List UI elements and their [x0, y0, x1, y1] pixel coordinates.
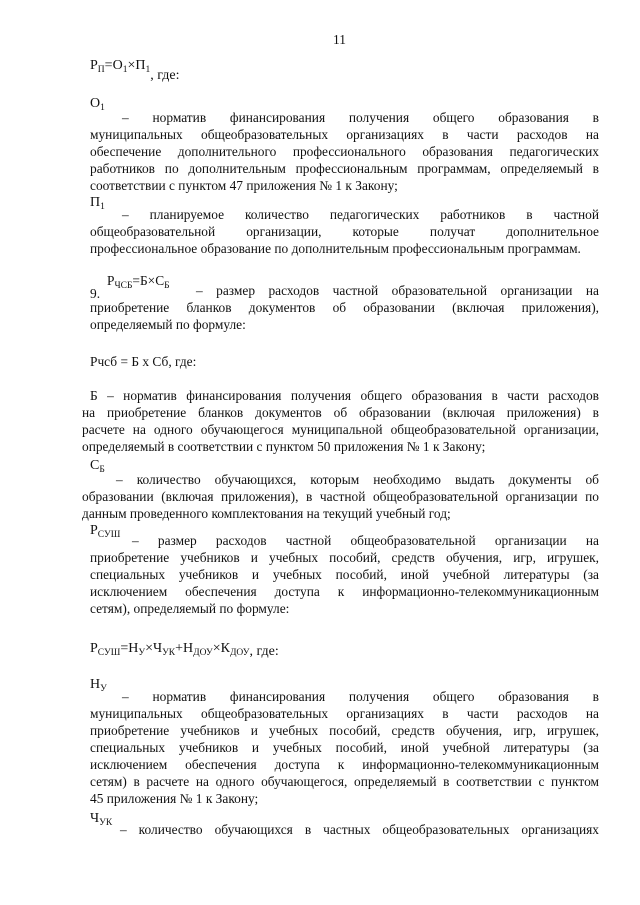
definition-o1-first-line: – норматив финансирования получения общего образования в	[122, 110, 599, 125]
definition-p1-first-line: – планируемое количество педагогических работников в частной	[122, 207, 599, 222]
formula-rchsb-symbolic: $Р_{ЧСБ}=Б\times С_Б$	[107, 273, 170, 291]
definition-b: Б – норматив финансирования получения общего образования в части расходов на приобретение бланков документов об образовании (включая приложения) в расчете на одного обучающегося муниципальной общеобразовательной организации, определяемый в соответствии с пунктом 50 приложения № 1 к Закону;	[82, 388, 599, 454]
symbol-p1: $П_1$	[90, 195, 105, 212]
item-9-number: 9.	[90, 286, 101, 301]
definition-sb-text: образовании (включая приложения), в частной общеобразовательной организации по данным проведенного комплектования на текущий учебный год;	[82, 489, 599, 521]
symbol-chuk: $Ч_{УК}$	[90, 811, 113, 828]
definition-sb-first-line: – количество обучающихся, которым необходимо выдать документы об	[116, 472, 599, 487]
definition-ny-text: муниципальных общеобразовательных организациях в части расходов на приобретение учебников и учебных пособий, средств обучения, игр, игрушек, специальных учебников и учебных пособий, иной учебной литературы (за исключением обеспечения доступа к информационно-телекоммуникационным сетям) в расчете на одного обучающегося, определяемый в соответствии с пунктом 45 приложения № 1 к Закону;	[90, 706, 599, 806]
item-9-first-line: – размер расходов частной образовательной организации на	[196, 283, 599, 298]
symbol-sb: $С_Б$	[90, 458, 105, 475]
formula-rsush: $Р_{СУШ}=Н_У\times Ч_{УК}+Н_{ДОУ}\times К_{ДОУ}$, где:	[90, 641, 279, 659]
symbol-o1: $О_1$	[90, 96, 105, 113]
definition-o1-text: муниципальных общеобразовательных организациях в части расходов на обеспечение дополнительного профессионального образования педагогических работников по дополнительным профессиональным программам, определяемый в соответствии с пунктом 47 приложения № 1 к Закону;	[90, 127, 599, 193]
definition-ny-first-line: – норматив финансирования получения общего образования в	[122, 689, 599, 704]
formula-rchsb-text: Рчсб = Б х Сб, где:	[90, 354, 197, 369]
formula-pp: $Р_П=О_1\times П_1$, где:	[90, 58, 180, 83]
definition-rsush-first-line: – размер расходов частной общеобразовательной организации на	[132, 533, 599, 548]
item-9-text: приобретение бланков документов об образовании (включая приложения), определяемый по формуле:	[90, 300, 599, 332]
definition-rsush-text: приобретение учебников и учебных пособий, средств обучения, игр, игрушек, специальных учебников и учебных пособий, иной учебной литературы (за исключением обеспечения доступа к информационно-телекоммуникационным сетям), определяемый по формуле:	[90, 550, 599, 616]
definition-chuk-line: – количество обучающихся в частных общеобразовательных организациях	[120, 822, 599, 837]
page-number: 11	[333, 32, 346, 47]
symbol-ny: $Н_У$	[90, 677, 107, 694]
symbol-rsush: $Р_{СУШ}$	[90, 523, 121, 540]
definition-p1-text: общеобразовательной организации, которые получат дополнительное профессиональное образование по дополнительным профессиональным программам.	[90, 224, 599, 256]
